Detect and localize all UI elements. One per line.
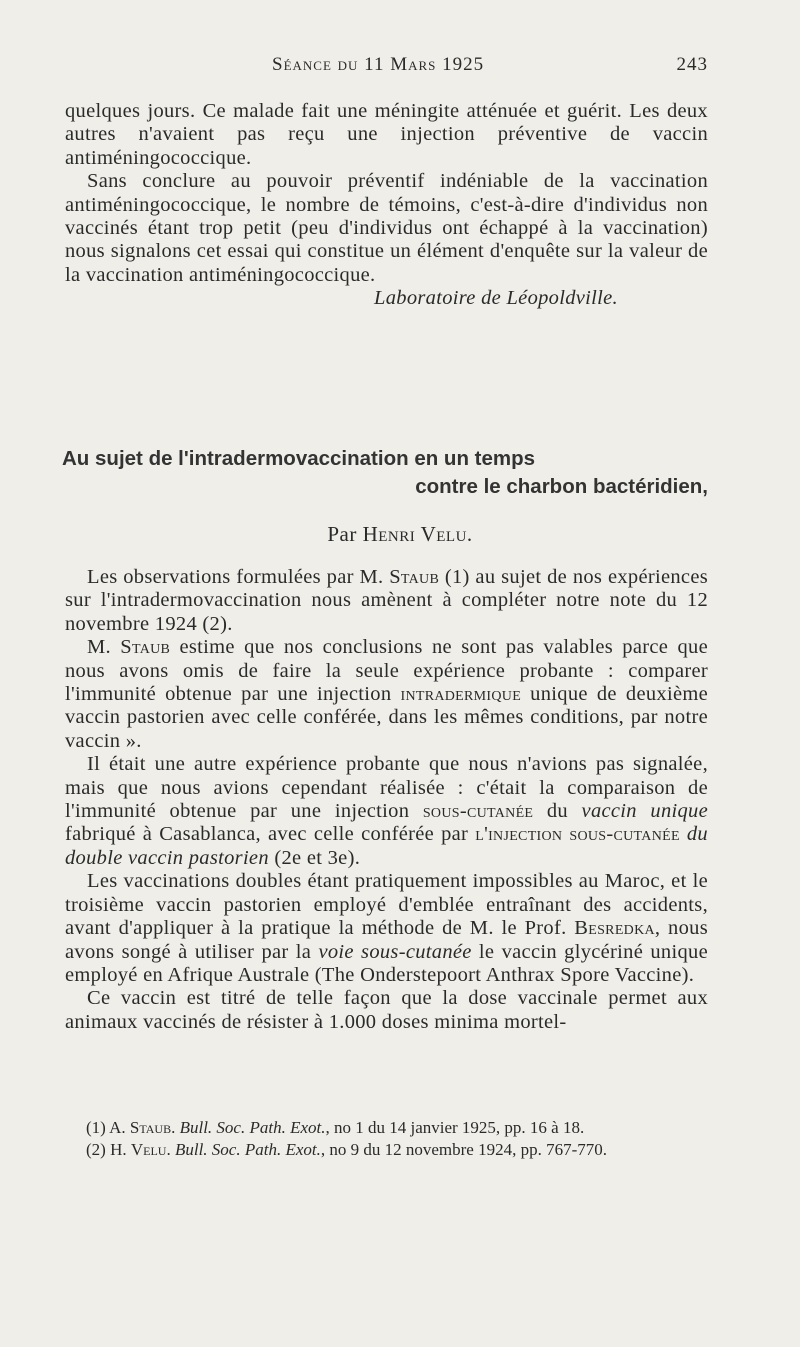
previous-article-end	[65, 100, 708, 311]
article-body	[65, 566, 708, 1034]
paragraph: M. Staub estime que nos conclusions ne sont pas valables parce que nous avons omis de faire la seule expérience probante : comparer l'immunité obtenue par une injection intradermique unique de deuxième vaccin pastorien avec celle conférée, dans les mêmes conditions, par notre vaccin ».	[65, 636, 709, 752]
paragraph: Les vaccinations doubles étant pratiquement impossibles au Maroc, et le troisième vaccin pastorien employé d'emblée entraînant des accidents, avant d'appliquer à la pratique la méthode de M. le Prof. Besredka, nous avons songé à utiliser par la voie sous-cutanée le vaccin glycériné unique employé en Afrique Australe (The Onderstepoort Anthrax Spore Vaccine).	[65, 870, 708, 986]
author-name: Henri Velu.	[362, 522, 473, 546]
paragraph: Ce vaccin est titré de telle façon que la dose vaccinale permet aux animaux vaccinés de résister à 1.000 doses minima mortel-	[65, 987, 708, 1033]
footnote-1: (1) A. Staub. Bull. Soc. Path. Exot., no 1 du 14 janvier 1925, pp. 16 à 18.	[86, 1118, 585, 1137]
footnote-2: (2) H. Velu. Bull. Soc. Path. Exot., no 9 du 12 novembre 1924, pp. 767-770.	[86, 1140, 607, 1159]
paragraph: quelques jours. Ce malade fait une méningite atténuée et guérit. Les deux autres n'avaient pas reçu une injection préventive de vaccin antiméningococcique.	[65, 100, 708, 169]
running-head: Séance du 11 Mars 1925	[272, 54, 485, 75]
title-line-1: Au sujet de l'intradermovaccination en un temps	[62, 447, 536, 470]
footnotes	[86, 1117, 711, 1161]
paragraph: Il était une autre expérience probante que nous n'avions pas signalée, mais que nous avions cependant réalisée : c'était la comparaison de l'immunité obtenue par une injection sous-cutanée du vaccin unique fabriqué à Casablanca, avec celle conférée par l'injection sous-cutanée du double vaccin pastorien (2e et 3e).	[65, 753, 709, 869]
author-ref: Staub	[389, 566, 440, 588]
paragraph: Sans conclure au pouvoir préventif indéniable de la vaccination antiméningococcique, le nombre de témoins, c'est-à-dire d'individus non vaccinés étant trop petit (peu d'individus ont échappé à la vaccination) nous signalons cet essai qui constitue un élément d'enquête sur la valeur de la vaccination antiméningococcique.	[65, 170, 708, 286]
title-line-2: contre le charbon bactéridien,	[415, 475, 708, 498]
signature: Laboratoire de Léopoldville.	[374, 287, 618, 310]
byline-prefix: Par	[327, 522, 357, 546]
article-title	[62, 445, 712, 501]
page-number: 243	[676, 54, 708, 75]
byline	[0, 522, 800, 547]
paragraph: Les observations formulées par M. Staub (1) au sujet de nos expériences sur l'intradermovaccination nous amènent à compléter notre note du 12 novembre 1924 (2).	[65, 566, 709, 635]
author-ref: Staub	[120, 636, 171, 659]
